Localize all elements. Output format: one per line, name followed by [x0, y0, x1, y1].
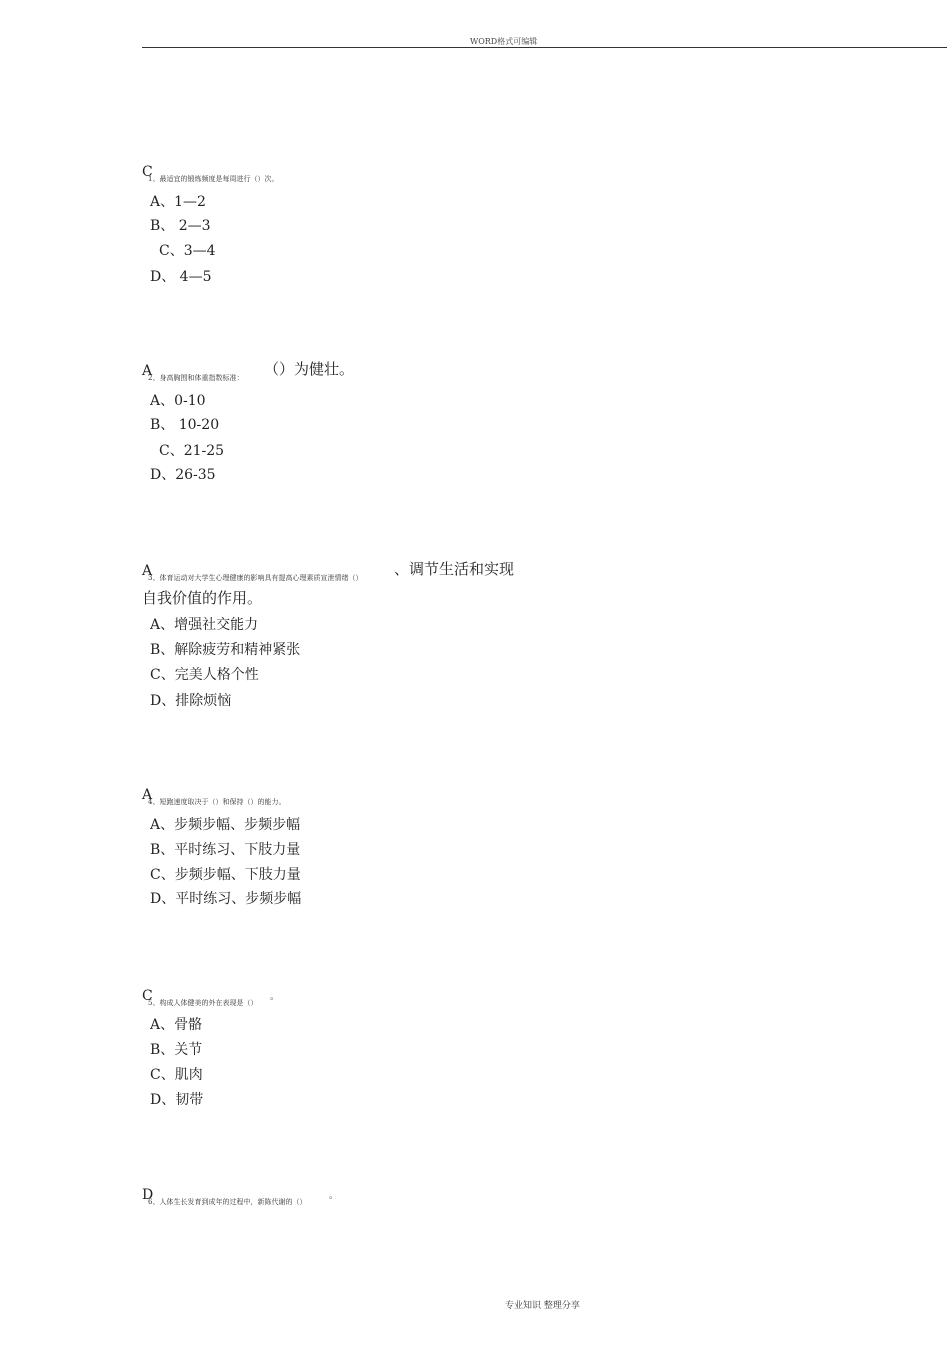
- option-d: D、26-35: [150, 467, 216, 483]
- option-d: D、 4—5: [150, 269, 212, 285]
- question-tail: 。: [329, 1191, 339, 1201]
- header-rule: [142, 47, 947, 48]
- option-c: C、完美人格个性: [150, 667, 259, 683]
- question-continuation: 自我价值的作用。: [142, 589, 263, 607]
- question-tail: 。: [270, 992, 280, 1002]
- option-a: A、骨骼: [150, 1017, 203, 1033]
- answer-letter: C: [142, 164, 153, 180]
- option-b: B、 10-20: [150, 417, 220, 433]
- option-c: C、步频步幅、下肢力量: [150, 867, 301, 883]
- option-d: D、排除烦恼: [150, 693, 232, 709]
- page-header: WORD格式可编辑: [470, 37, 538, 46]
- answer-letter: D: [142, 1187, 154, 1203]
- answer-letter: A: [142, 787, 153, 803]
- page-footer: 专业知识 整理分享: [505, 1301, 580, 1311]
- option-b: B、解除疲劳和精神紧张: [150, 642, 301, 658]
- option-a: A、步频步幅、步频步幅: [150, 817, 301, 833]
- question-text: 3、体育运动对大学生心理健康的影响具有提高心理素质宣泄情绪（）: [148, 574, 363, 582]
- option-d: D、韧带: [150, 1092, 204, 1108]
- option-a: A、增强社交能力: [150, 617, 259, 633]
- question-text: 6、人体生长发育到成年的过程中，新陈代谢的（）: [148, 1198, 307, 1206]
- option-b: B、 2—3: [150, 218, 211, 234]
- option-a: A、0-10: [150, 393, 206, 409]
- option-a: A、1—2: [150, 194, 206, 210]
- answer-letter: A: [142, 563, 153, 579]
- option-c: C、21-25: [159, 443, 225, 459]
- answer-letter: C: [142, 988, 153, 1004]
- question-tail: 、调节生活和实现: [394, 560, 515, 578]
- question-text: 1、最适宜的锻炼频度是每周进行（）次。: [148, 175, 279, 183]
- option-c: C、3—4: [159, 243, 216, 259]
- question-text: 2、身高胸围和体重指数标准：: [148, 374, 244, 382]
- question-text: 4、短跑速度取决于（）和保持（）的能力。: [148, 798, 286, 806]
- answer-letter: A: [142, 363, 153, 379]
- option-d: D、平时练习、步频步幅: [150, 891, 302, 907]
- question-text: 5、构成人体健美的外在表现是（）: [148, 999, 258, 1007]
- option-b: B、关节: [150, 1042, 203, 1058]
- question-tail: （）为健壮。: [264, 360, 355, 378]
- option-c: C、肌肉: [150, 1067, 203, 1083]
- option-b: B、平时练习、下肢力量: [150, 842, 301, 858]
